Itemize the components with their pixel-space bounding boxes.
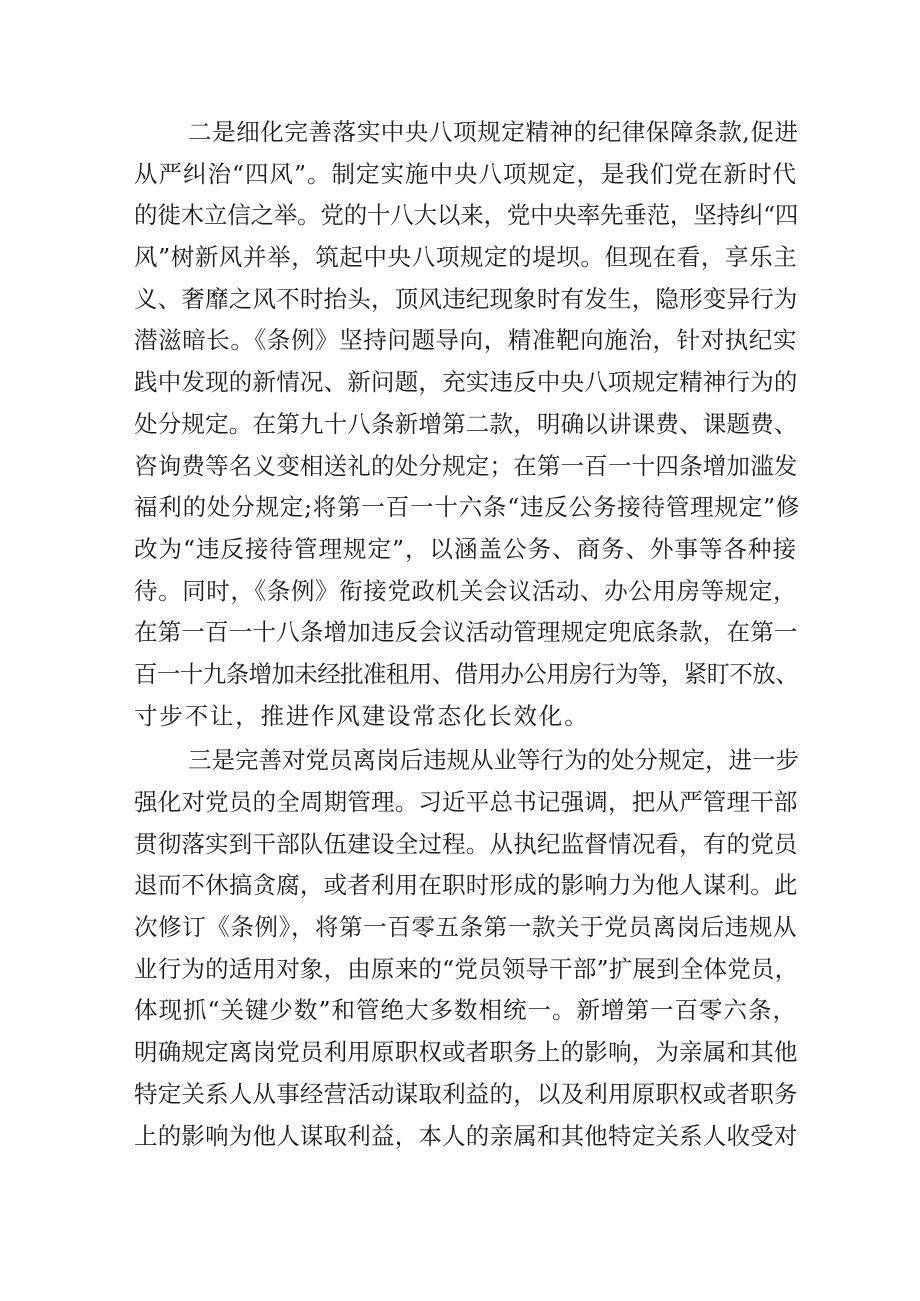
text-line: 三是完善对党员离岗后违规从业等行为的处分规定，进一步	[188, 746, 799, 775]
text-line: 在第一百一十八条增加违反会议活动管理规定兜底条款，在第一	[134, 618, 798, 647]
text-line: 特定关系人从事经营活动谋取利益的，以及利用原职权或者职务	[134, 1079, 798, 1108]
text-line: 强化对党员的全周期管理。习近平总书记强调，把从严管理干部	[134, 788, 798, 816]
body-text	[134, 112, 800, 1157]
text-line: 寸步不让，推进作风建设常态化长效化。	[134, 701, 590, 730]
text-line: 福利的处分规定;将第一百一十六条“违反公务接待管理规定”修	[134, 493, 801, 522]
paragraph-1	[134, 112, 800, 737]
text-line: 待。同时，《条例》衔接党政机关会议活动、办公用房等规定，	[134, 576, 798, 605]
text-line: 二是细化完善落实中央八项规定精神的纪律保障条款,促进	[188, 118, 799, 146]
paragraph-2	[134, 740, 800, 1157]
text-line: 从严纠治“四风”。制定实施中央八项规定，是我们党在新时代	[134, 159, 798, 188]
text-line: 百一十九条增加未经批准租用、借用办公用房行为等，紧盯不放、	[134, 659, 799, 688]
text-line: 潜滋暗长。《条例》坚持问题导向，精准靶向施治，针对执纪实	[134, 326, 798, 355]
text-line: 践中发现的新情况、新问题，充实违反中央八项规定精神行为的	[134, 368, 798, 397]
text-line: 退而不休搞贪腐，或者利用在职时形成的影响力为他人谋利。此	[134, 871, 798, 900]
text-line: 上的影响为他人谋取利益，本人的亲属和其他特定关系人收受对	[134, 1121, 798, 1150]
text-line: 改为“违反接待管理规定”，以涵盖公务、商务、外事等各种接	[134, 534, 798, 563]
text-line: 次修订《条例》，将第一百零五条第一款关于党员离岗后违规从	[134, 913, 798, 942]
text-line: 体现抓“关键少数”和管绝大多数相统一。新增第一百零六条，	[134, 996, 798, 1025]
text-line: 明确规定离岗党员利用原职权或者职务上的影响，为亲属和其他	[134, 1038, 798, 1067]
text-line: 处分规定。在第九十八条新增第二款，明确以讲课费、课题费、	[134, 409, 798, 438]
text-line: 的徙木立信之举。党的十八大以来，党中央率先垂范，坚持纠“四	[134, 201, 799, 230]
text-line: 咨询费等名义变相送礼的处分规定；在第一百一十四条增加滥发	[134, 451, 798, 480]
text-line: 贯彻落实到干部队伍建设全过程。从执纪监督情况看，有的党员	[134, 829, 798, 858]
text-line: 义、奢靡之风不时抬头，顶风违纪现象时有发生，隐形变异行为	[134, 284, 798, 313]
text-line: 风”树新风并举，筑起中央八项规定的堤坝。但现在看，享乐主	[134, 243, 798, 272]
text-line: 业行为的适用对象，由原来的“党员领导干部”扩展到全体党员，	[134, 954, 799, 983]
